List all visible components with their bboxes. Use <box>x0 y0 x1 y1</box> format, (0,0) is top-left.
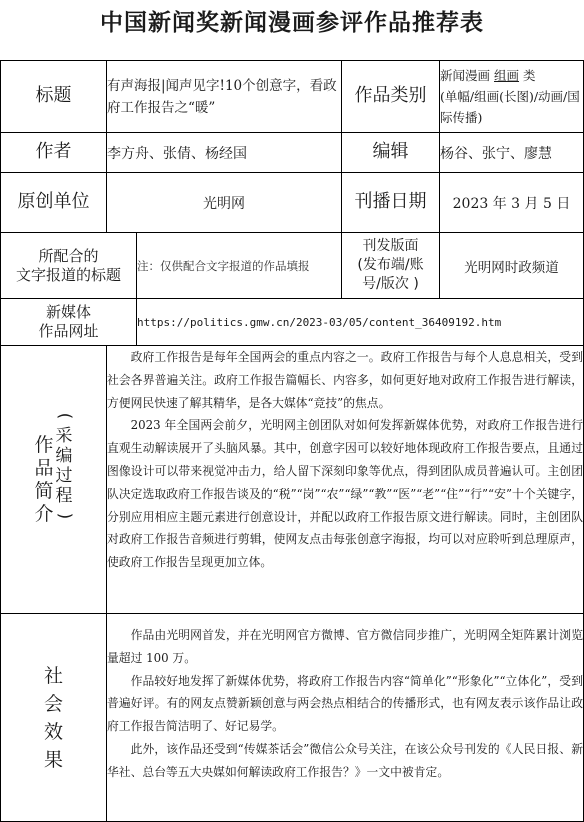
unit-value: 光明网 <box>107 173 342 233</box>
page-label <box>342 233 440 299</box>
url-label-line1: 新媒体 <box>45 303 91 322</box>
headline-value: 有声海报|闻声见字!10个创意字，看政府工作报告之“暖” <box>107 61 342 133</box>
row-url <box>1 299 584 346</box>
row-unit <box>1 173 584 233</box>
page-label-line2: (发布端/账 <box>357 257 424 273</box>
headline-label: 标题 <box>1 61 107 133</box>
intro-label-sub <box>53 406 74 526</box>
page-value: 光明网时政频道 <box>440 233 584 299</box>
intro-label-char: 编 <box>55 445 73 466</box>
row-intro <box>1 346 584 614</box>
row-headline <box>1 61 584 133</box>
url-label-line2: 作品网址 <box>38 322 99 340</box>
page-label-line1: 刊发版面 <box>362 238 419 254</box>
category-options: (单幅/组画(长图)/动画/国际传播) <box>440 89 580 125</box>
category-suffix: 类 <box>523 68 536 83</box>
intro-text <box>107 346 584 614</box>
effect-paragraph: 作品由光明网首发，并在光明网官方微博、官方微信同步推广，光明网全矩阵累计浏览量超过 100 万。 <box>107 628 583 665</box>
editor-label: 编辑 <box>342 133 440 173</box>
related-note: 注：仅供配合文字报道的作品填报 <box>137 233 342 299</box>
intro-paragraph: 2023 年全国两会前夕，光明网主创团队对如何发挥新媒体优势，对政府工作报告进行直观生动解读展开了头脑风暴。其中，创意字因可以较好地体现政府工作报告要点，且通过图像设计可以带来视觉冲击力，给人留下深刻印象等优点，得到团队成员普遍认可。主创团队决定选取政府工作报告谈及的“税”“岗”“农”“绿”“教”“医”“老”“住”“行”“安”十个关键字，分别应用相应主题元素进行创意设计，并配以政府工作报告原文进行解读。同时，主创团队对政府工作报告音频进行剪辑，使网友点击每张创意字海报，均可以对应聆听到总理原声，使政府工作报告呈现更加立体。 <box>107 418 583 570</box>
page-title: 中国新闻奖新闻漫画参评作品推荐表 <box>100 10 484 36</box>
related-label-line2: 文字报道的标题 <box>15 265 121 284</box>
author-value: 李方舟、张倩、杨经国 <box>107 133 342 173</box>
editor-value: 杨谷、张宁、廖慧 <box>440 133 584 173</box>
intro-label-main <box>34 434 53 526</box>
row-author <box>1 133 584 173</box>
intro-label-char: 作 <box>34 433 54 456</box>
effect-label-char: 会 <box>43 692 63 715</box>
page-label-line3: 号/版次 ) <box>362 276 419 292</box>
date-label: 刊播日期 <box>342 173 440 233</box>
effect-label <box>1 614 107 822</box>
url-value[interactable]: https://politics.gmw.cn/2023-03/05/content_36409192.htm <box>137 299 584 346</box>
intro-label-char: 简 <box>34 479 54 502</box>
effect-paragraph: 此外，该作品还受到“传媒茶话会”微信公众号关注，在该公众号刊发的《人民日报、新华社、总台等五大央媒如何解读政府工作报告？》一文中被肯定。 <box>107 741 583 779</box>
row-related <box>1 233 584 299</box>
intro-label-char: 采 <box>55 425 73 446</box>
related-label <box>1 233 137 299</box>
category-chosen: 组画 <box>494 68 520 83</box>
intro-label-char: 介 <box>34 502 54 525</box>
effect-label-char: 效 <box>43 720 63 743</box>
row-effect <box>1 614 584 822</box>
intro-label-paren: ( <box>53 412 74 419</box>
category-value <box>440 61 584 133</box>
effect-label-char: 社 <box>43 664 63 687</box>
url-label <box>1 299 137 346</box>
intro-label <box>1 346 107 614</box>
author-label: 作者 <box>1 133 107 173</box>
effect-label-chars <box>44 662 63 774</box>
effect-label-char: 果 <box>43 748 63 771</box>
intro-label-char: 品 <box>34 456 54 479</box>
unit-label: 原创单位 <box>1 173 107 233</box>
recommendation-form <box>0 60 584 822</box>
effect-text <box>107 614 584 822</box>
intro-label-char: 程 <box>55 485 73 506</box>
category-label: 作品类别 <box>342 61 440 133</box>
effect-paragraph: 作品较好地发挥了新媒体优势，将政府工作报告内容“简单化”“形象化”“立体化”，受到普遍好评。有的网友点赞新颖创意与两会热点相结合的传播形式，也有网友表示该作品让政府工作报告简洁明了、好记易学。 <box>107 673 583 734</box>
date-value: 2023 年 3 月 5 日 <box>440 173 584 233</box>
category-prefix: 新闻漫画 <box>440 68 491 83</box>
intro-label-paren: ) <box>53 512 74 519</box>
intro-paragraph: 政府工作报告是每年全国两会的重点内容之一。政府工作报告与每个人息息相关，受到社会各界普遍关注。政府工作报告篇幅长、内容多，如何更好地对政府工作报告进行解读，方便网民快速了解其精华，是各大媒体“竞技”的焦点。 <box>107 350 583 410</box>
intro-label-char: 过 <box>55 465 73 486</box>
related-label-line1: 所配合的 <box>38 246 99 265</box>
